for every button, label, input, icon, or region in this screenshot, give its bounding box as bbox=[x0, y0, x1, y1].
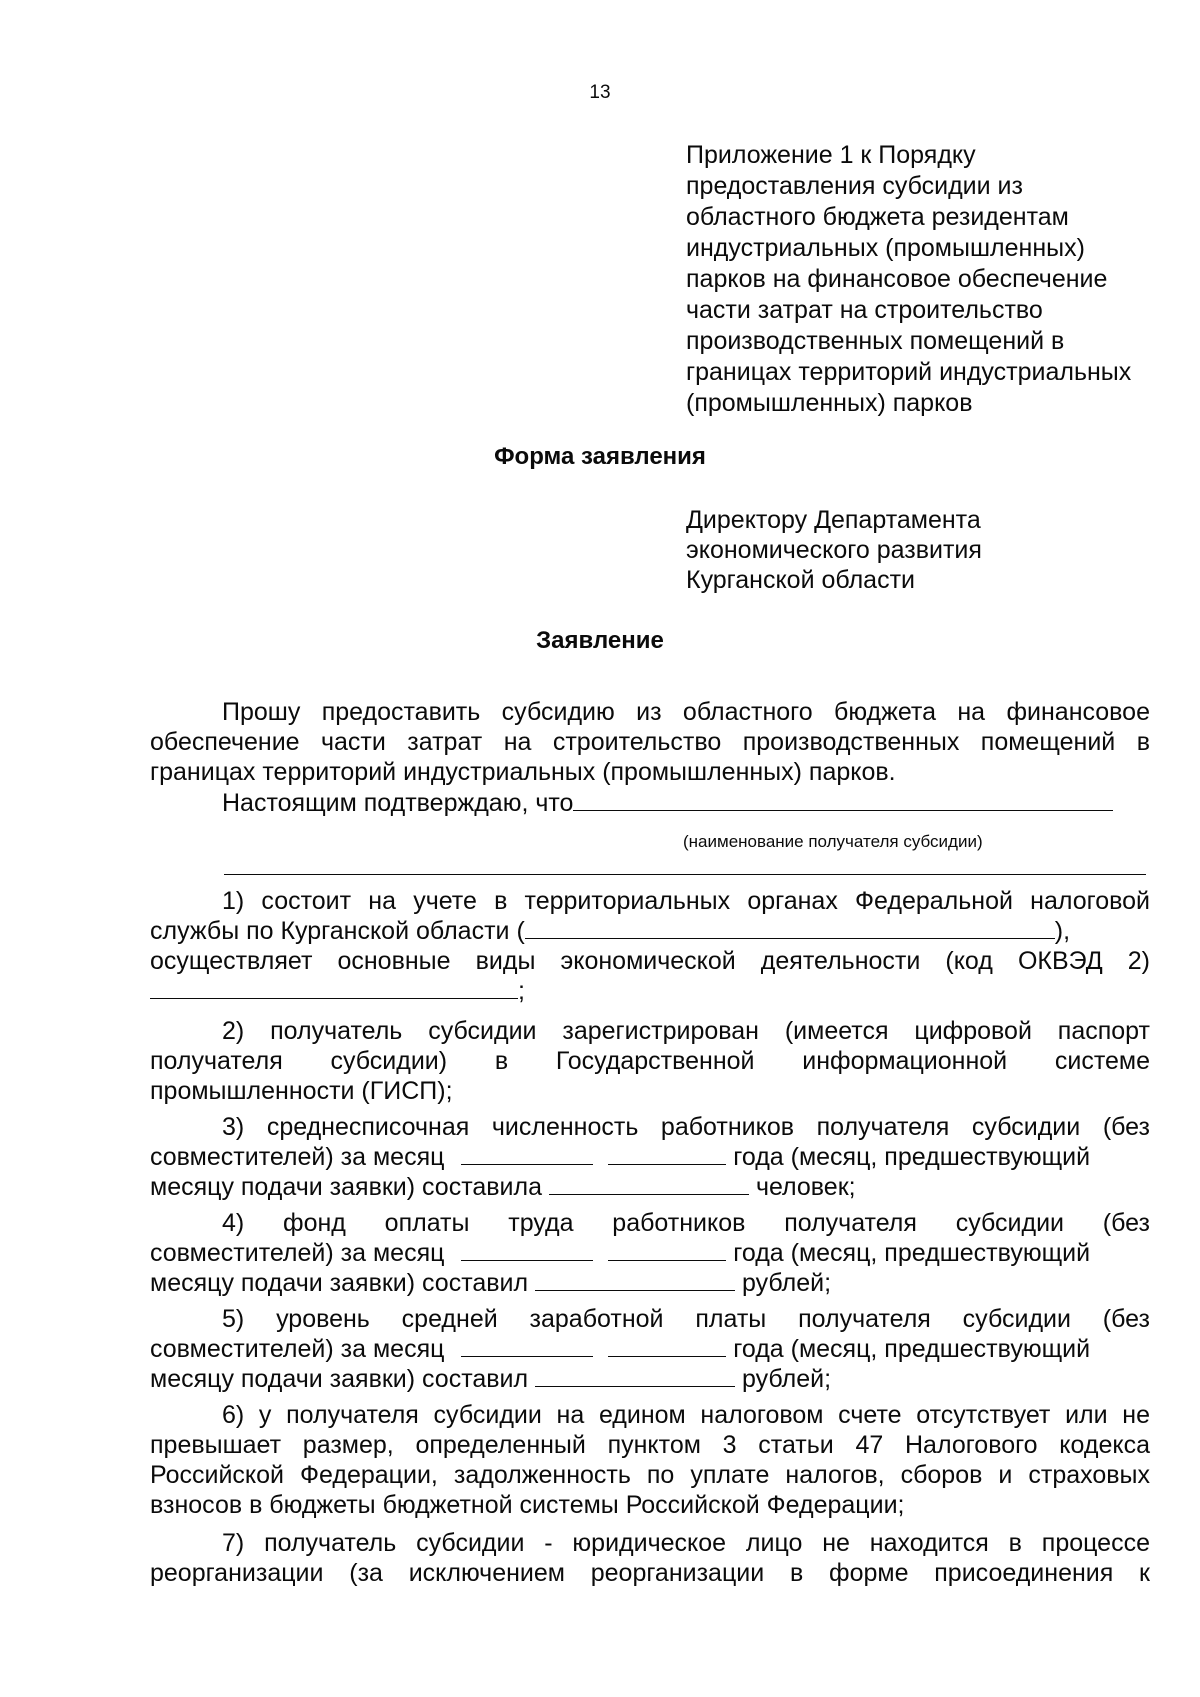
item-line: промышленности (ГИСП); bbox=[150, 1077, 453, 1105]
appendix-line: парков на финансовое обеспечение bbox=[686, 265, 1108, 293]
item-text: рублей; bbox=[742, 1269, 832, 1297]
year-field[interactable] bbox=[608, 1238, 726, 1261]
item-line: 5) уровень средней заработной платы получателя субсидии (без bbox=[222, 1305, 1150, 1333]
recipient-name-field[interactable] bbox=[573, 788, 1113, 811]
appendix-reference bbox=[686, 140, 1166, 419]
paragraph-line: границах территорий индустриальных (промышленных) парков. bbox=[150, 758, 896, 786]
statement-title: Заявление bbox=[536, 627, 664, 654]
item-text: месяцу подачи заявки) составил bbox=[150, 1365, 529, 1393]
appendix-line: Приложение 1 к Порядку bbox=[686, 141, 976, 169]
item-line: осуществляет основные виды экономической деятельности (код ОКВЭД 2) bbox=[150, 947, 1150, 975]
appendix-line: индустриальных (промышленных) bbox=[686, 234, 1085, 262]
item-text: года (месяц, предшествующий bbox=[733, 1143, 1091, 1171]
addressee-line: экономического развития bbox=[686, 536, 982, 564]
payroll-fund-field[interactable] bbox=[535, 1268, 735, 1291]
month-field[interactable] bbox=[461, 1334, 593, 1357]
item-line: 6) у получателя субсидии на едином налоговом счете отсутствует или не bbox=[222, 1401, 1150, 1429]
addressee-block bbox=[686, 505, 982, 595]
item-text: года (месяц, предшествующий bbox=[733, 1335, 1091, 1363]
item-text: совместителей) за месяц bbox=[150, 1335, 445, 1363]
appendix-line: производственных помещений в bbox=[686, 327, 1065, 355]
appendix-line: границах территорий индустриальных bbox=[686, 358, 1132, 386]
confirmation-line bbox=[150, 788, 1150, 818]
item-text: месяцу подачи заявки) составил bbox=[150, 1269, 529, 1297]
item-3 bbox=[150, 1112, 1150, 1202]
item-line: 4) фонд оплаты труда работников получателя субсидии (без bbox=[222, 1209, 1150, 1237]
item-line: 2) получатель субсидии зарегистрирован (имеется цифровой паспорт bbox=[222, 1017, 1150, 1045]
item-text: совместителей) за месяц bbox=[150, 1143, 445, 1171]
item-text: человек; bbox=[755, 1173, 856, 1201]
item-line: взносов в бюджеты бюджетной системы Российской Федерации; bbox=[150, 1491, 905, 1519]
item-line: 1) состоит на учете в территориальных органах Федеральной налоговой bbox=[222, 887, 1150, 915]
appendix-line: предоставления субсидии из bbox=[686, 172, 1023, 200]
item-line: Российской Федерации, задолженность по уплате налогов, сборов и страховых bbox=[150, 1461, 1150, 1489]
page-number: 13 bbox=[589, 82, 611, 103]
item-1 bbox=[150, 886, 1150, 1006]
item-text: ; bbox=[518, 977, 525, 1005]
item-text: службы по Курганской области ( bbox=[150, 917, 525, 945]
confirm-text: Настоящим подтверждаю, что bbox=[222, 789, 574, 817]
form-title: Форма заявления bbox=[494, 443, 706, 470]
appendix-line: части затрат на строительство bbox=[686, 296, 1043, 324]
item-text: совместителей) за месяц bbox=[150, 1239, 445, 1267]
item-text: ), bbox=[1054, 917, 1071, 945]
paragraph-line: Прошу предоставить субсидию из областного бюджета на финансовое bbox=[222, 698, 1150, 726]
paragraph-line: обеспечение части затрат на строительство производственных помещений в bbox=[150, 728, 1150, 756]
average-salary-field[interactable] bbox=[535, 1364, 735, 1387]
year-field[interactable] bbox=[608, 1334, 726, 1357]
recipient-name-continuation-field[interactable] bbox=[224, 874, 1146, 875]
month-field[interactable] bbox=[461, 1238, 593, 1261]
request-paragraph bbox=[150, 697, 1150, 787]
addressee-line: Курганской области bbox=[686, 566, 916, 594]
item-7 bbox=[150, 1528, 1150, 1588]
item-text: года (месяц, предшествующий bbox=[733, 1239, 1091, 1267]
employee-count-field[interactable] bbox=[549, 1172, 749, 1195]
item-6 bbox=[150, 1400, 1150, 1520]
item-line: реорганизации (за исключением реорганизации в форме присоединения к bbox=[150, 1559, 1150, 1587]
recipient-caption: (наименование получателя субсидии) bbox=[683, 832, 983, 851]
item-line: превышает размер, определенный пунктом 3 статьи 47 Налогового кодекса bbox=[150, 1431, 1150, 1459]
item-text: месяцу подачи заявки) составила bbox=[150, 1173, 543, 1201]
item-5 bbox=[150, 1304, 1150, 1394]
addressee-line: Директору Департамента bbox=[686, 506, 981, 534]
appendix-line: (промышленных) парков bbox=[686, 389, 973, 417]
year-field[interactable] bbox=[608, 1142, 726, 1165]
tax-authority-field[interactable] bbox=[525, 916, 1055, 939]
item-text: рублей; bbox=[742, 1365, 832, 1393]
item-4 bbox=[150, 1208, 1150, 1298]
okved-code-field[interactable] bbox=[150, 976, 518, 999]
item-line: получателя субсидии) в Государственной информационной системе bbox=[150, 1047, 1150, 1075]
appendix-line: областного бюджета резидентам bbox=[686, 203, 1069, 231]
item-2 bbox=[150, 1016, 1150, 1106]
item-line: 7) получатель субсидии - юридическое лицо не находится в процессе bbox=[222, 1529, 1150, 1557]
month-field[interactable] bbox=[461, 1142, 593, 1165]
item-line: 3) среднесписочная численность работников получателя субсидии (без bbox=[222, 1113, 1150, 1141]
